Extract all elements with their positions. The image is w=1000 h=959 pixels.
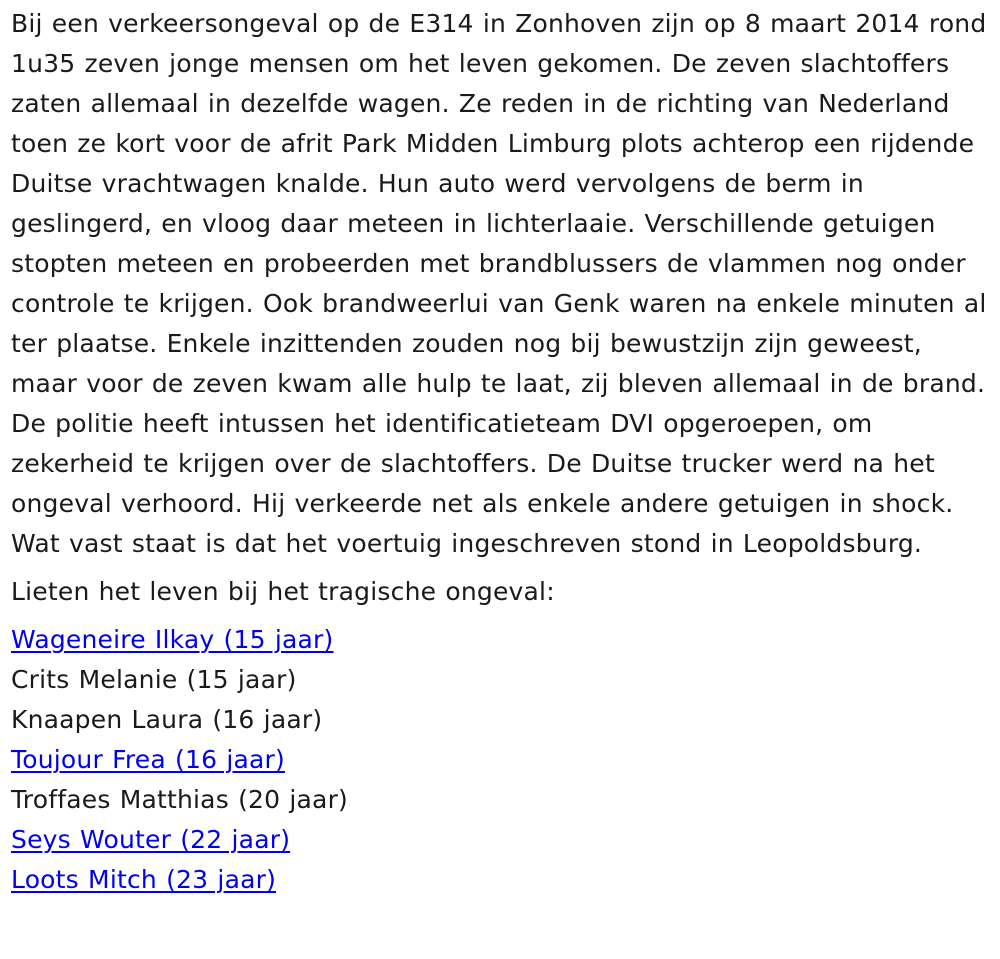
victim-name-knaapen-laura: Knaapen Laura (16 jaar) xyxy=(11,705,323,734)
victim-list-item[interactable] xyxy=(11,860,990,900)
victim-list xyxy=(11,620,990,900)
victim-list-item xyxy=(11,700,990,740)
victim-name-crits-melanie: Crits Melanie (15 jaar) xyxy=(11,665,297,694)
victim-link-loots-mitch[interactable]: Loots Mitch (23 jaar) xyxy=(11,865,277,894)
victim-list-item[interactable] xyxy=(11,820,990,860)
victims-heading: Lieten het leven bij het tragische ongeval: xyxy=(11,577,555,606)
victim-link-wageneire-ilkay[interactable]: Wageneire Ilkay (15 jaar) xyxy=(11,625,334,654)
victim-list-item xyxy=(11,660,990,700)
victim-list-item xyxy=(11,780,990,820)
victim-link-seys-wouter[interactable]: Seys Wouter (22 jaar) xyxy=(11,825,291,854)
victim-list-item[interactable] xyxy=(11,620,990,660)
victim-link-toujour-frea[interactable]: Toujour Frea (16 jaar) xyxy=(11,745,285,774)
victim-list-item[interactable] xyxy=(11,740,990,780)
victim-name-troffaes-matthias: Troffaes Matthias (20 jaar) xyxy=(11,785,349,814)
article-intro-paragraph: Bij een verkeersongeval op de E314 in Zonhoven zijn op 8 maart 2014 rond 1u35 zeven jonge mensen om het leven gekomen. De zeven slachtoffers zaten allemaal in dezelfde wagen. Ze reden in de richting van Nederland toen ze kort voor de afrit Park Midden Limburg plots achterop een rijdende Duitse vrachtwagen knalde. Hun auto werd vervolgens de berm in geslingerd, en vloog daar meteen in lichterlaaie. Verschillende getuigen stopten meteen en probeerden met brandblussers de vlammen nog onder controle te krijgen. Ook brandweerlui van Genk waren na enkele minuten al ter plaatse. Enkele inzittenden zouden nog bij bewustzijn zijn geweest, maar voor de zeven kwam alle hulp te laat, zij bleven allemaal in de brand. De politie heeft intussen het identificatieteam DVI opgeroepen, om zekerheid te krijgen over de slachtoffers. De Duitse trucker werd na het ongeval verhoord. Hij verkeerde net als enkele andere getuigen in shock. Wat vast staat is dat het voertuig ingeschreven stond in Leopoldsburg. xyxy=(11,9,987,558)
